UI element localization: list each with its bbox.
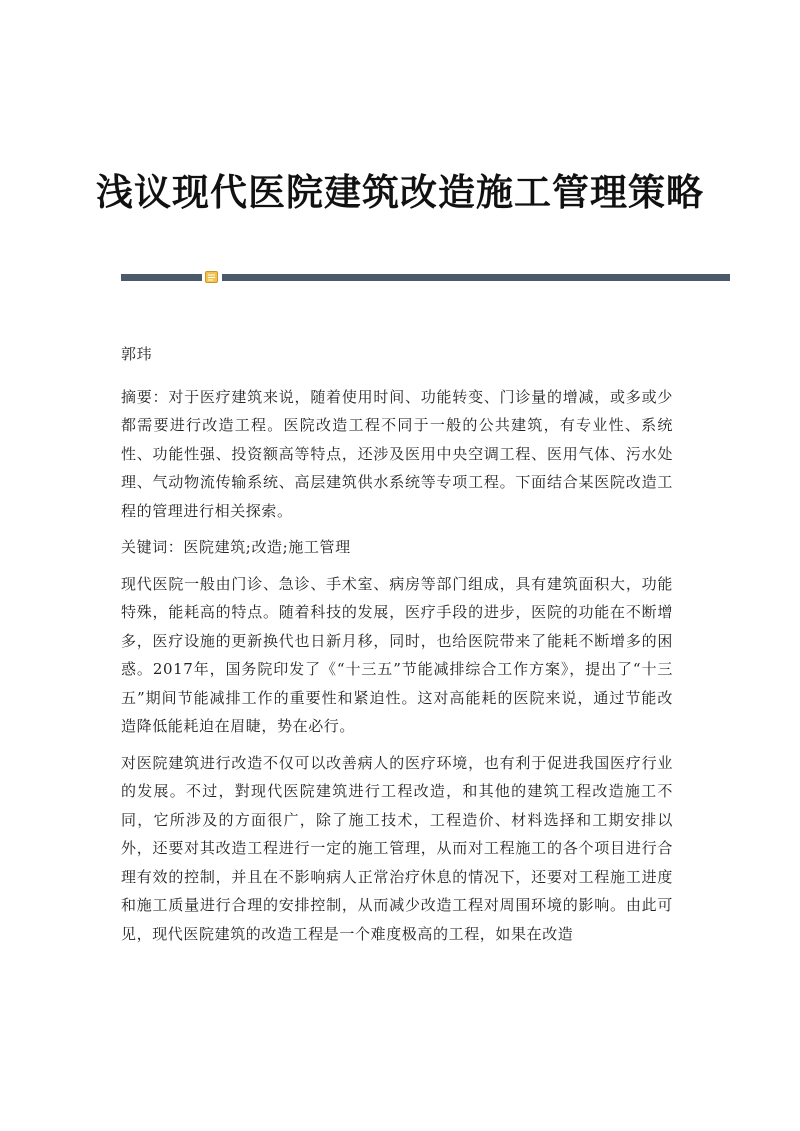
- title-rule-right: [222, 274, 730, 281]
- body-paragraph: 对医院建筑进行改造不仅可以改善病人的医疗环境，也有利于促进我国医疗行业的发展。不过，對现代医院建筑进行工程改造，和其他的建筑工程改造施工不同，它所涉及的方面很广，除了施工技术，工程造价、材料选择和工期安排以外，还要对其改造工程进行一定的施工管理，从而对工程施工的各个项目进行合理有效的控制，并且在不影响病人正常治疗休息的情况下，还要对工程施工进度和施工质量进行合理的安排控制，从而减少改造工程对周围环境的影响。由此可见，现代医院建筑的改造工程是一个难度极高的工程，如果在改造: [121, 753, 673, 943]
- keywords-paragraph: 关键词：医院建筑;改造;施工管理: [121, 538, 351, 556]
- document-icon: [205, 271, 218, 283]
- document-title: 浅议现代医院建筑改造施工管理策略: [96, 171, 704, 214]
- document-body: [121, 340, 673, 956]
- title-rule-left: [121, 274, 202, 281]
- abstract-paragraph: 摘要：对于医疗建筑来说，随着使用时间、功能转变、门诊量的增减，或多或少都需要进行改造工程。医院改造工程不同于一般的公共建筑，有专业性、系统性、功能性强、投资额高等特点，还涉及医用中央空调工程、医用气体、污水处理、气动物流传输系统、高层建筑供水系统等专项工程。下面结合某医院改造工程的管理进行相关探索。: [121, 387, 673, 520]
- body-paragraph: 现代医院一般由门诊、急诊、手术室、病房等部门组成，具有建筑面积大，功能特殊，能耗高的特点。随着科技的发展，医疗手段的进步，医院的功能在不断增多，医疗设施的更新换代也日新月移，同时，也给医院带来了能耗不断增多的困惑。2017年，国务院印发了《“十三五”节能减排综合工作方案》，提出了“十三五”期间节能减排工作的重要性和紧迫性。这对高能耗的医院来说，通过节能改造降低能耗迫在眉睫，势在必行。: [121, 574, 673, 735]
- author-name: 郭玮: [121, 345, 153, 363]
